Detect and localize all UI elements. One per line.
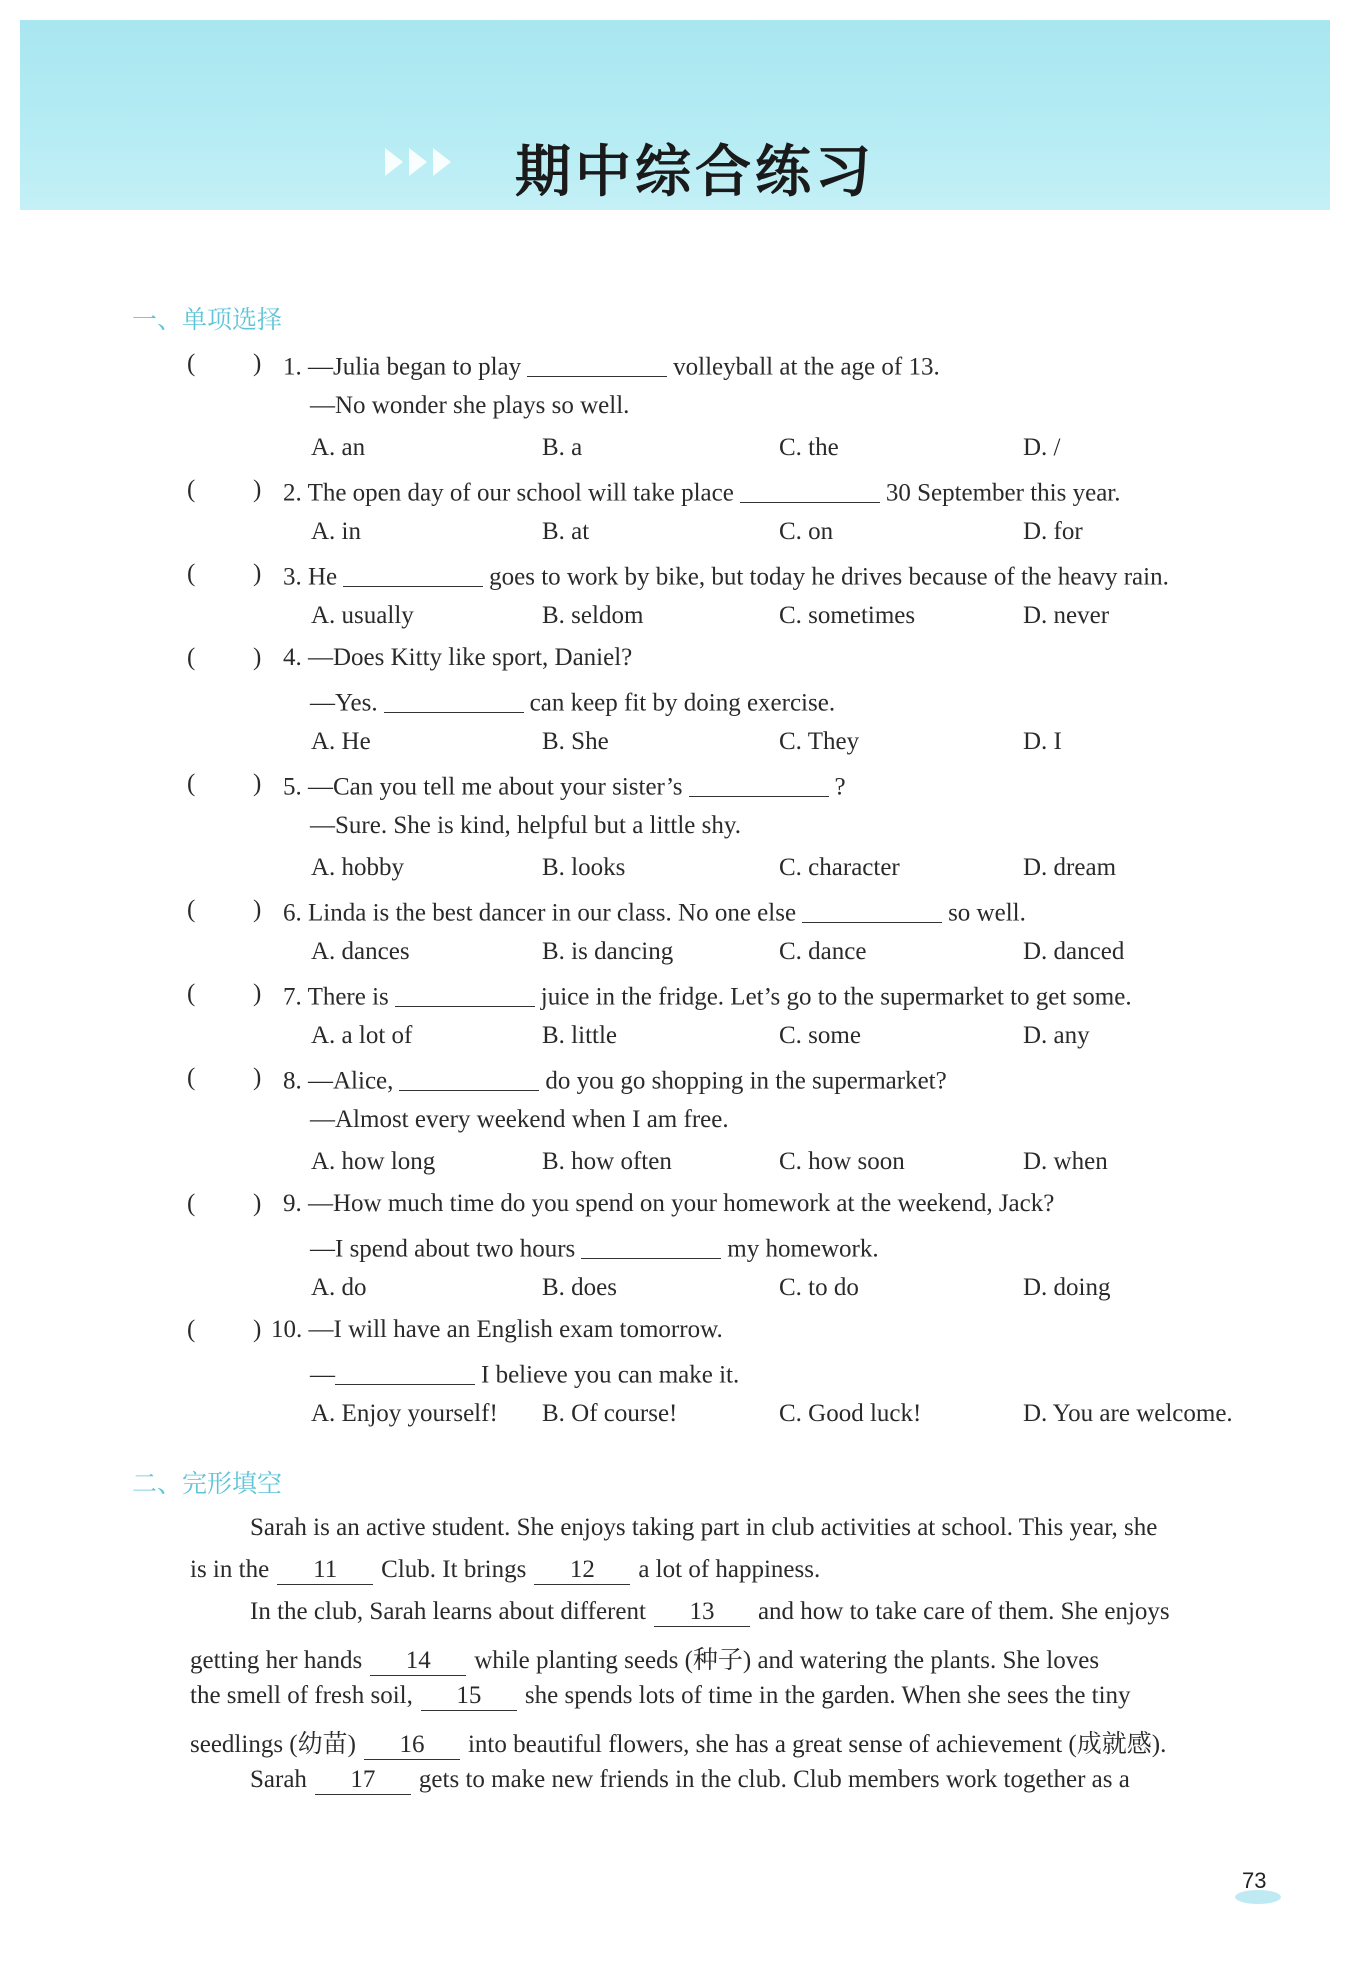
option-c[interactable]: C. the [779, 434, 839, 461]
answer-blank[interactable] [384, 686, 524, 713]
option-b[interactable]: B. little [542, 1022, 617, 1049]
option-b[interactable]: B. looks [542, 854, 626, 881]
option-a[interactable]: A. Enjoy yourself! [311, 1400, 498, 1427]
cloze-line: Sarah 17 gets to make new friends in the club. Club members work together as a [250, 1766, 1130, 1793]
option-a[interactable]: A. He [311, 728, 371, 755]
option-c[interactable]: C. dance [779, 938, 867, 965]
option-b[interactable]: B. does [542, 1274, 617, 1301]
arrow-decoration-icon [385, 148, 451, 176]
option-d[interactable]: D. for [1023, 518, 1083, 545]
option-c[interactable]: C. character [779, 854, 900, 881]
option-a[interactable]: A. usually [311, 602, 414, 629]
answer-blank[interactable] [581, 1232, 721, 1259]
option-c[interactable]: C. how soon [779, 1148, 905, 1175]
cloze-blank-11[interactable]: 11 [277, 1556, 373, 1585]
option-d[interactable]: D. / [1023, 434, 1061, 461]
option-d[interactable]: D. when [1023, 1148, 1108, 1175]
option-c[interactable]: C. on [779, 518, 834, 545]
answer-blank[interactable] [399, 1064, 539, 1091]
page-number: 73 [1242, 1868, 1267, 1893]
option-a[interactable]: A. an [311, 434, 366, 461]
cloze-blank-13[interactable]: 13 [654, 1598, 750, 1627]
show-through-text [840, 80, 1340, 190]
cloze-blank-14[interactable]: 14 [370, 1647, 466, 1676]
section-heading-cloze: 二、完形填空 [132, 1469, 283, 1498]
option-c[interactable]: C. to do [779, 1274, 859, 1301]
answer-blank[interactable] [335, 1358, 475, 1385]
option-b[interactable]: B. at [542, 518, 590, 545]
option-d[interactable]: D. never [1023, 602, 1110, 629]
option-b[interactable]: B. Of course! [542, 1400, 678, 1427]
option-c[interactable]: C. They [779, 728, 860, 755]
answer-blank[interactable] [689, 770, 829, 797]
cloze-blank-16[interactable]: 16 [364, 1731, 460, 1760]
option-b[interactable]: B. is dancing [542, 938, 674, 965]
answer-blank[interactable] [527, 350, 667, 377]
cloze-blank-12[interactable]: 12 [534, 1556, 630, 1585]
option-a[interactable]: A. dances [311, 938, 410, 965]
option-d[interactable]: D. You are welcome. [1023, 1400, 1233, 1427]
answer-blank[interactable] [740, 476, 880, 503]
cloze-line: the smell of fresh soil, 15 she spends lots of time in the garden. When she sees the tiny [190, 1682, 1131, 1709]
option-b[interactable]: B. a [542, 434, 583, 461]
option-a[interactable]: A. how long [311, 1148, 436, 1175]
cloze-blank-15[interactable]: 15 [421, 1682, 517, 1711]
page-title: 期中综合练习 [515, 140, 875, 205]
cloze-line: is in the 11 Club. It brings 12 a lot of happiness. [190, 1556, 821, 1583]
cloze-blank-17[interactable]: 17 [315, 1766, 411, 1795]
option-d[interactable]: D. any [1023, 1022, 1090, 1049]
answer-blank[interactable] [802, 896, 942, 923]
option-a[interactable]: A. a lot of [311, 1022, 413, 1049]
option-d[interactable]: D. doing [1023, 1274, 1111, 1301]
answer-blank[interactable] [343, 560, 483, 587]
section-heading-single-choice: 一、单项选择 [132, 305, 283, 334]
option-d[interactable]: D. I [1023, 728, 1062, 755]
option-c[interactable]: C. Good luck! [779, 1400, 922, 1427]
option-a[interactable]: A. hobby [311, 854, 405, 881]
answer-blank[interactable] [395, 980, 535, 1007]
cloze-line: seedlings (幼苗) 16 into beautiful flowers, she has a great sense of achievement (成就感). [190, 1731, 1167, 1758]
cloze-line: Sarah is an active student. She enjoys taking part in club activities at school. This year, she [250, 1514, 1158, 1541]
option-d[interactable]: D. danced [1023, 938, 1125, 965]
cloze-line: In the club, Sarah learns about different 13 and how to take care of them. She enjoys [250, 1598, 1170, 1625]
option-c[interactable]: C. some [779, 1022, 861, 1049]
option-b[interactable]: B. She [542, 728, 609, 755]
option-a[interactable]: A. in [311, 518, 361, 545]
option-b[interactable]: B. how often [542, 1148, 672, 1175]
option-c[interactable]: C. sometimes [779, 602, 916, 629]
cloze-line: getting her hands 14 while planting seeds (种子) and watering the plants. She loves [190, 1647, 1100, 1674]
option-d[interactable]: D. dream [1023, 854, 1117, 881]
option-a[interactable]: A. do [311, 1274, 367, 1301]
option-b[interactable]: B. seldom [542, 602, 644, 629]
